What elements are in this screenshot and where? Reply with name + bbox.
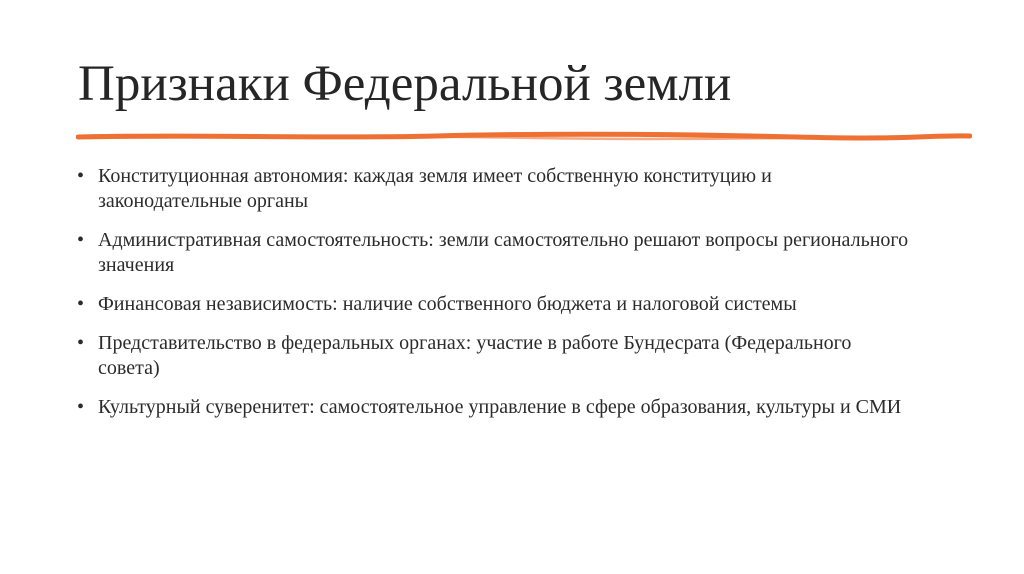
slide-title: Признаки Федеральной земли bbox=[78, 56, 732, 112]
bullet-dot: • bbox=[77, 293, 85, 315]
bullet-text: Представительство в федеральных органах: участие в работе Бундесрата (Федерального совета) bbox=[98, 332, 852, 379]
bullet-item bbox=[76, 164, 916, 214]
bullet-item bbox=[76, 331, 916, 381]
bullet-item bbox=[76, 292, 916, 317]
bullet-dot: • bbox=[77, 396, 85, 418]
title-divider bbox=[76, 126, 972, 146]
bullet-dot: • bbox=[77, 165, 85, 187]
bullet-text: Конституционная автономия: каждая земля имеет собственную конституцию и законодательные органы bbox=[98, 165, 772, 212]
bullet-text: Административная самостоятельность: земли самостоятельно решают вопросы регионального значения bbox=[98, 229, 909, 276]
bullet-text: Культурный суверенитет: самостоятельное управление в сфере образования, культуры и СМИ bbox=[98, 396, 902, 418]
bullet-item bbox=[76, 228, 916, 278]
bullet-item bbox=[76, 395, 916, 420]
bullet-dot: • bbox=[77, 332, 85, 354]
bullet-dot: • bbox=[77, 229, 85, 251]
bullet-list bbox=[76, 164, 916, 434]
bullet-text: Финансовая независимость: наличие собственного бюджета и налоговой системы bbox=[98, 293, 797, 315]
